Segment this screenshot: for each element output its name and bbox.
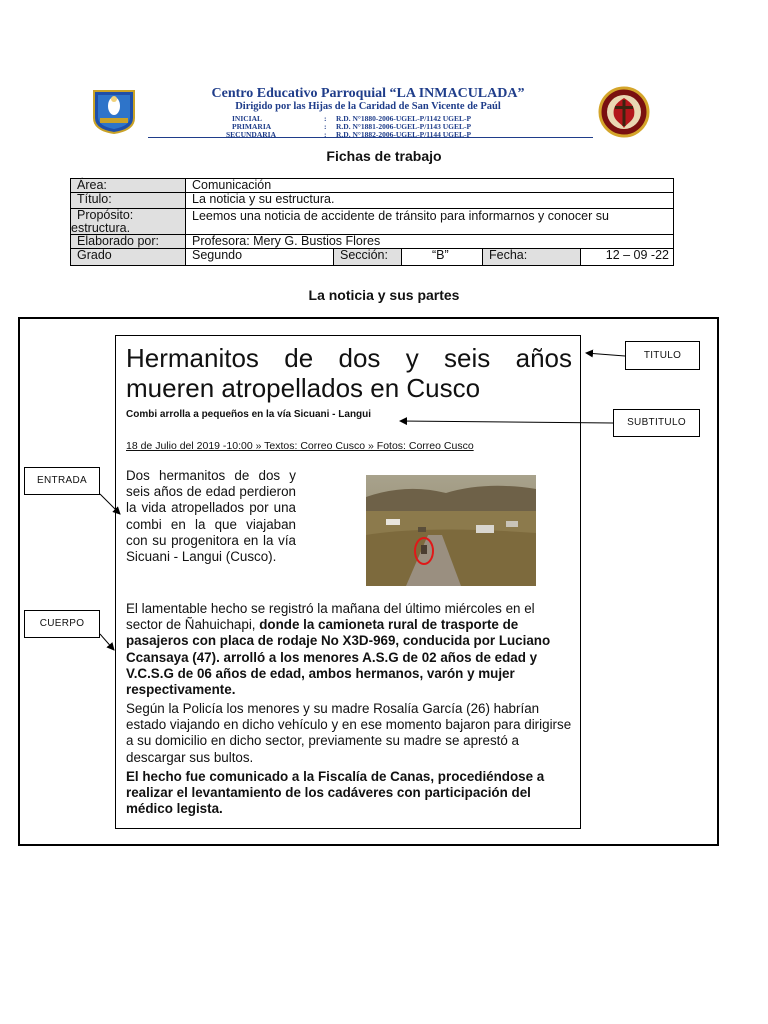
title-line: Hermanitos de dos y seis años xyxy=(126,343,572,373)
grado-label: Grado xyxy=(71,249,186,265)
table-row xyxy=(71,249,673,265)
article-dateline: 18 de Julio del 2019 -10:00 » Textos: Correo Cusco » Fotos: Correo Cusco xyxy=(126,440,474,452)
proposito-line: estructura. xyxy=(71,221,131,235)
label-titulo: TITULO xyxy=(625,341,700,370)
table-row xyxy=(71,209,673,235)
table-row xyxy=(71,235,673,249)
article-body-paragraph: Según la Policía los menores y su madre Rosalía García (26) habrían estado viajando en dicho vehículo y en ese momento bajaron para dirigirse a su domicilio en dicho sector, previamente su madre se aprestó a descargar sus bultos. xyxy=(126,701,572,765)
level-sep: : xyxy=(324,130,327,139)
seccion-label: Sección: xyxy=(334,249,402,265)
fecha-label: Fecha: xyxy=(483,249,581,265)
titulo-value: La noticia y su estructura. xyxy=(192,192,335,206)
school-crest-left-icon xyxy=(90,88,138,134)
article-title xyxy=(126,343,572,403)
school-header xyxy=(88,84,654,142)
article-body-paragraph: El hecho fue comunicado a la Fiscalía de Canas, procediéndose a realizar el levantamiento de los cadáveres con participación del médico legista. xyxy=(126,769,545,817)
titulo-label: Título: xyxy=(71,193,186,208)
section-heading: La noticia y sus partes xyxy=(308,287,460,303)
level-name: SECUNDARIA xyxy=(226,130,277,139)
label-subtitulo: SUBTITULO xyxy=(613,409,700,437)
level-rd: R.D. N°1882-2006-UGEL-P/1144 UGEL-P xyxy=(336,130,472,139)
worksheet-info-table xyxy=(70,178,674,266)
school-subtitle: Dirigido por las Hijas de la Caridad de San Vicente de Paúl xyxy=(235,101,501,112)
fecha-value: 12 – 09 -22 xyxy=(605,248,669,262)
elaborado-value: Profesora: Mery G. Bustios Flores xyxy=(192,234,381,248)
proposito-label: Propósito: xyxy=(71,209,186,234)
label-entrada: ENTRADA xyxy=(24,467,100,495)
proposito-line: Leemos una noticia de accidente de tránsito para informarnos y conocer su xyxy=(192,209,609,223)
header-divider xyxy=(148,137,593,138)
level-name: PRIMARIA xyxy=(232,122,272,131)
area-label: Área: xyxy=(71,179,186,192)
accident-photo xyxy=(366,475,536,586)
level-rd: R.D. N°1881-2006-UGEL-P/1143 UGEL-P xyxy=(336,122,472,131)
article-subtitle: Combi arrolla a pequeños en la vía Sicuani - Langui xyxy=(126,409,372,420)
level-rd: R.D. N°1880-2006-UGEL-P/1142 UGEL-P xyxy=(336,114,472,123)
paragraph-text: El lamentable hecho se registró la mañana del último miércoles en el sector de Ñahuichapi, xyxy=(126,601,535,633)
level-name: INICIAL xyxy=(232,114,263,123)
level-sep: : xyxy=(324,122,327,131)
page-title: Fichas de trabajo xyxy=(326,148,442,164)
title-line: mueren atropellados en Cusco xyxy=(126,373,481,403)
elaborado-label: Elaborado por: xyxy=(71,235,186,248)
area-value: Comunicación xyxy=(192,178,272,192)
seccion-value: “B” xyxy=(402,249,483,265)
grado-value: Segundo xyxy=(186,249,334,265)
label-cuerpo: CUERPO xyxy=(24,610,100,638)
crucifix-seal-icon xyxy=(598,86,650,138)
table-row xyxy=(71,179,673,193)
article-lead: Dos hermanitos de dos y seis años de edad perdieron la vida atropellados por una combi en la que viajaban con su progenitora en la vía Sicuani - Langui (Cusco). xyxy=(126,468,296,565)
paragraph-bold-text: donde la camioneta rural de trasporte de pasajeros con placa de rodaje No X3D-969, conducida por Luciano Ccansaya (47). arrolló a los menores A.S.G de 02 años de edad y V.C.S.G de 06 años de edad, ambos hermanos, varón y mujer respectivamente. xyxy=(126,617,551,698)
table-row xyxy=(71,193,673,209)
school-name: Centro Educativo Parroquial “LA INMACULADA” xyxy=(211,86,525,101)
article-body-paragraph xyxy=(126,601,572,698)
level-sep: : xyxy=(324,114,327,123)
